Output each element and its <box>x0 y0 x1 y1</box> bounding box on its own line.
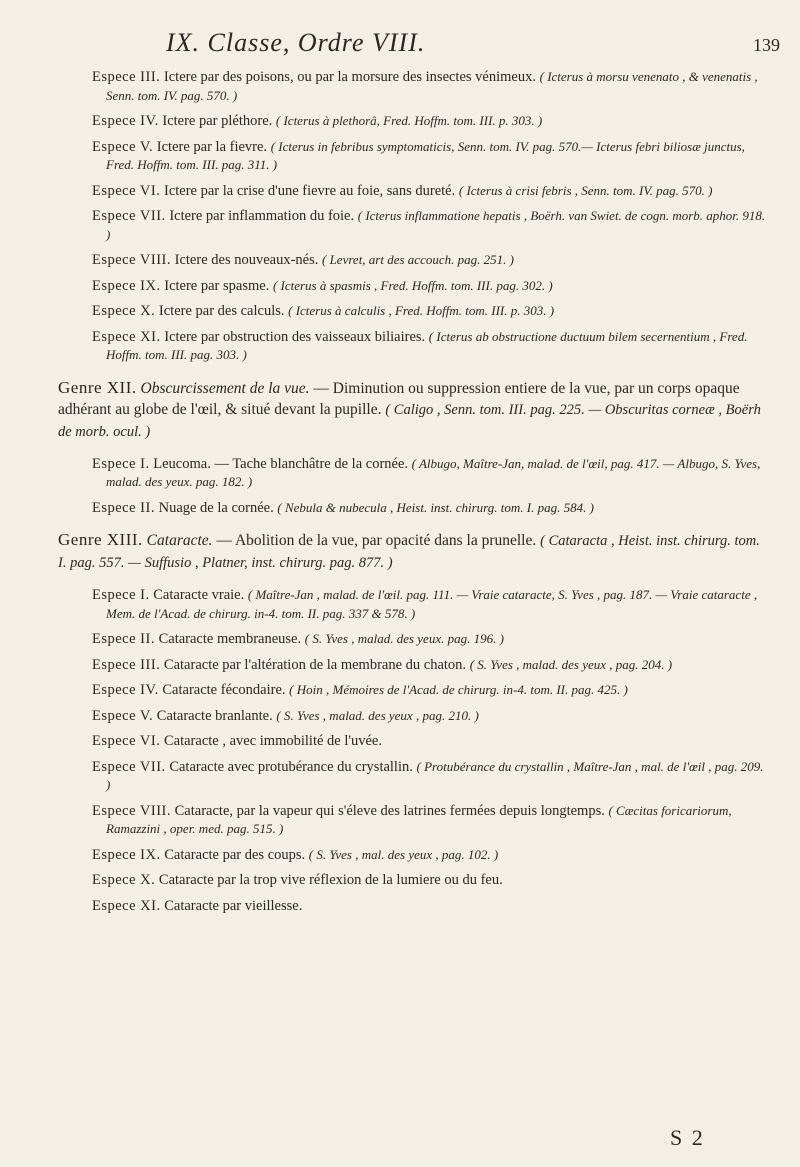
species-label: Espece IV. <box>92 682 159 698</box>
genre-reference: ( Caligo , Senn. tom. III. pag. 225. — Obscuritas corneæ , Boërh de morb. ocul. ) <box>58 401 761 440</box>
species-description: Ictere par des calculs. <box>158 303 285 319</box>
species-entry <box>44 251 770 270</box>
species-label: Espece V. <box>92 138 154 155</box>
section-ictere-species <box>44 68 770 365</box>
species-description: Nuage de la cornée. <box>158 499 274 516</box>
species-description: Ictere par spasme. <box>164 277 270 294</box>
genre-description: — Abolition de la vue, par opacité dans la prunelle. <box>216 532 537 549</box>
species-reference: ( Albugo, Maître-Jan, malad. de l'œil, pag. 417. — Albugo, S. Yves, malad. des yeux. pag. 182. ) <box>106 455 761 489</box>
species-reference: ( S. Yves , malad. des yeux , pag. 210. ) <box>276 707 479 723</box>
species-entry <box>44 630 770 649</box>
species-description: Cataracte avec protubérance du crystallin. <box>169 758 413 775</box>
species-entry <box>44 277 770 296</box>
genre-12-heading <box>44 377 770 443</box>
species-description: Cataracte par l'altération de la membrane du chaton. <box>163 656 467 673</box>
species-label: Espece I. <box>92 587 150 603</box>
species-description: Cataracte vraie. <box>153 587 245 603</box>
species-entry <box>44 328 770 365</box>
species-entry <box>44 802 770 839</box>
species-description: Ictere par pléthore. <box>162 113 273 129</box>
species-label: Espece VII. <box>92 758 166 775</box>
species-reference: ( Icterus in febribus symptomaticis, Senn. tom. IV. pag. 570.— Icterus febri biliosæ junctus, Fred. Hoffm. tom. III. pag. 311. ) <box>106 138 745 172</box>
genre-title: Obscurcissement de la vue. <box>140 379 310 397</box>
species-reference: ( Icterus à calculis , Fred. Hoffm. tom. III. p. 303. ) <box>288 303 555 318</box>
species-label: Espece IV. <box>92 113 159 129</box>
species-reference: ( Icterus à crisi febris , Senn. tom. IV. pag. 570. ) <box>458 182 713 198</box>
species-description: Cataracte par des coups. <box>164 846 306 863</box>
species-label: Espece VIII. <box>92 802 172 819</box>
species-entry <box>44 732 770 751</box>
species-description: Cataracte, par la vapeur qui s'éleve des latrines fermées depuis longtemps. <box>174 802 605 819</box>
species-label: Espece XI. <box>92 328 161 345</box>
species-entry <box>44 207 770 244</box>
genre-12-species <box>44 455 770 518</box>
species-label: Espece II. <box>92 499 155 516</box>
species-description: Ictere par la fievre. <box>156 138 268 155</box>
species-label: Espece VII. <box>92 208 166 224</box>
species-entry <box>44 499 770 518</box>
species-label: Espece X. <box>92 303 156 319</box>
genre-13-heading <box>44 529 770 574</box>
species-reference: ( Protubérance du crystallin , Maître-Jan , mal. de l'œil , pag. 209. ) <box>106 758 764 792</box>
species-label: Espece IX. <box>92 277 161 294</box>
species-reference: ( Icterus à spasmis , Fred. Hoffm. tom. III. pag. 302. ) <box>272 277 553 293</box>
species-reference: ( Cæcitas foricariorum, Ramazzini , oper. med. pag. 515. ) <box>106 802 732 836</box>
species-description: Cataracte membraneuse. <box>158 631 302 647</box>
species-label: Espece III. <box>92 69 161 85</box>
species-label: Espece I. <box>92 455 150 472</box>
species-entry <box>44 302 770 321</box>
species-entry <box>44 846 770 865</box>
genre-label: Genre XIII. <box>58 530 143 549</box>
species-description: Cataracte par vieillesse. <box>164 897 303 914</box>
running-header <box>166 28 780 58</box>
species-entry <box>44 455 770 492</box>
species-description: Ictere par des poisons, ou par la morsure des insectes vénimeux. <box>163 69 536 85</box>
genre-description: — Diminution ou suppression entiere de la vue, par un corps opaque adhérant au globe de l'œil, & situé devant la pupille. <box>58 379 740 418</box>
species-reference: ( Levret, art des accouch. pag. 251. ) <box>322 252 514 267</box>
genre-reference: ( Cataracta , Heist. inst. chirurg. tom. I. pag. 557. — Suffusio , Platner, inst. chirurg. pag. 877. ) <box>58 533 760 571</box>
species-entry <box>44 871 770 890</box>
species-label: Espece X. <box>92 872 156 888</box>
species-reference: ( Icterus ab obstructione ductuum bilem secernentium , Fred. Hoffm. tom. III. pag. 303. ) <box>106 328 748 362</box>
species-reference: ( Maître-Jan , malad. de l'œil. pag. 111. — Vraie cataracte, S. Yves , pag. 187. — Vraie cataracte , Mem. de l'Acad. de chirurg. in-4. tom. II. pag. 337 & 578. ) <box>106 587 758 621</box>
species-entry <box>44 182 770 201</box>
species-entry <box>44 138 770 175</box>
species-reference: ( Icterus à morsu venenato , & venenatis , Senn. tom. IV. pag. 570. ) <box>106 69 758 103</box>
species-description: Cataracte fécondaire. <box>162 682 286 698</box>
species-reference: ( S. Yves , malad. des yeux. pag. 196. ) <box>304 631 504 646</box>
species-label: Espece VIII. <box>92 252 172 268</box>
species-label: Espece VI. <box>92 182 161 199</box>
species-entry <box>44 656 770 675</box>
page-number: 139 <box>753 35 780 55</box>
species-description: Ictere par obstruction des vaisseaux biliaires. <box>164 328 426 345</box>
running-title: IX. Classe, Ordre VIII. <box>166 28 426 57</box>
species-description: Cataracte branlante. <box>156 707 273 724</box>
species-reference: ( Icterus inflammatione hepatis , Boërh. van Swiet. de cogn. morb. aphor. 918. ) <box>106 208 766 242</box>
species-label: Espece II. <box>92 631 155 647</box>
species-description: Cataracte par la trop vive réflexion de la lumiere ou du feu. <box>158 872 503 888</box>
species-label: Espece V. <box>92 707 154 724</box>
species-label: Espece III. <box>92 656 161 673</box>
genre-13-species <box>44 586 770 915</box>
genre-label: Genre XII. <box>58 377 137 397</box>
species-description: Ictere par la crise d'une fievre au foie, sans dureté. <box>163 182 456 199</box>
species-entry <box>44 897 770 916</box>
species-entry <box>44 707 770 726</box>
species-description: Ictere par inflammation du foie. <box>169 208 355 224</box>
species-label: Espece IX. <box>92 846 161 863</box>
species-entry <box>44 112 770 131</box>
page-content <box>44 68 770 922</box>
species-entry <box>44 586 770 623</box>
species-reference: ( S. Yves , malad. des yeux , pag. 204. ) <box>469 656 673 672</box>
species-entry <box>44 758 770 795</box>
species-entry <box>44 68 770 105</box>
species-label: Espece VI. <box>92 733 161 749</box>
species-reference: ( Nebula & nubecula , Heist. inst. chirurg. tom. I. pag. 584. ) <box>277 499 594 515</box>
species-description: Cataracte , avec immobilité de l'uvée. <box>163 733 382 749</box>
species-description: Ictere des nouveaux-nés. <box>174 252 319 268</box>
species-entry <box>44 681 770 700</box>
genre-title: Cataracte. <box>146 532 213 549</box>
species-description: Leucoma. — Tache blanchâtre de la cornée. <box>153 455 409 472</box>
species-reference: ( Icterus à plethorâ, Fred. Hoffm. tom. III. p. 303. ) <box>275 113 543 128</box>
printer-signature: S 2 <box>670 1125 705 1150</box>
species-label: Espece XI. <box>92 897 161 914</box>
species-reference: ( Hoin , Mémoires de l'Acad. de chirurg. in-4. tom. II. pag. 425. ) <box>289 682 628 697</box>
species-reference: ( S. Yves , mal. des yeux , pag. 102. ) <box>308 846 499 862</box>
